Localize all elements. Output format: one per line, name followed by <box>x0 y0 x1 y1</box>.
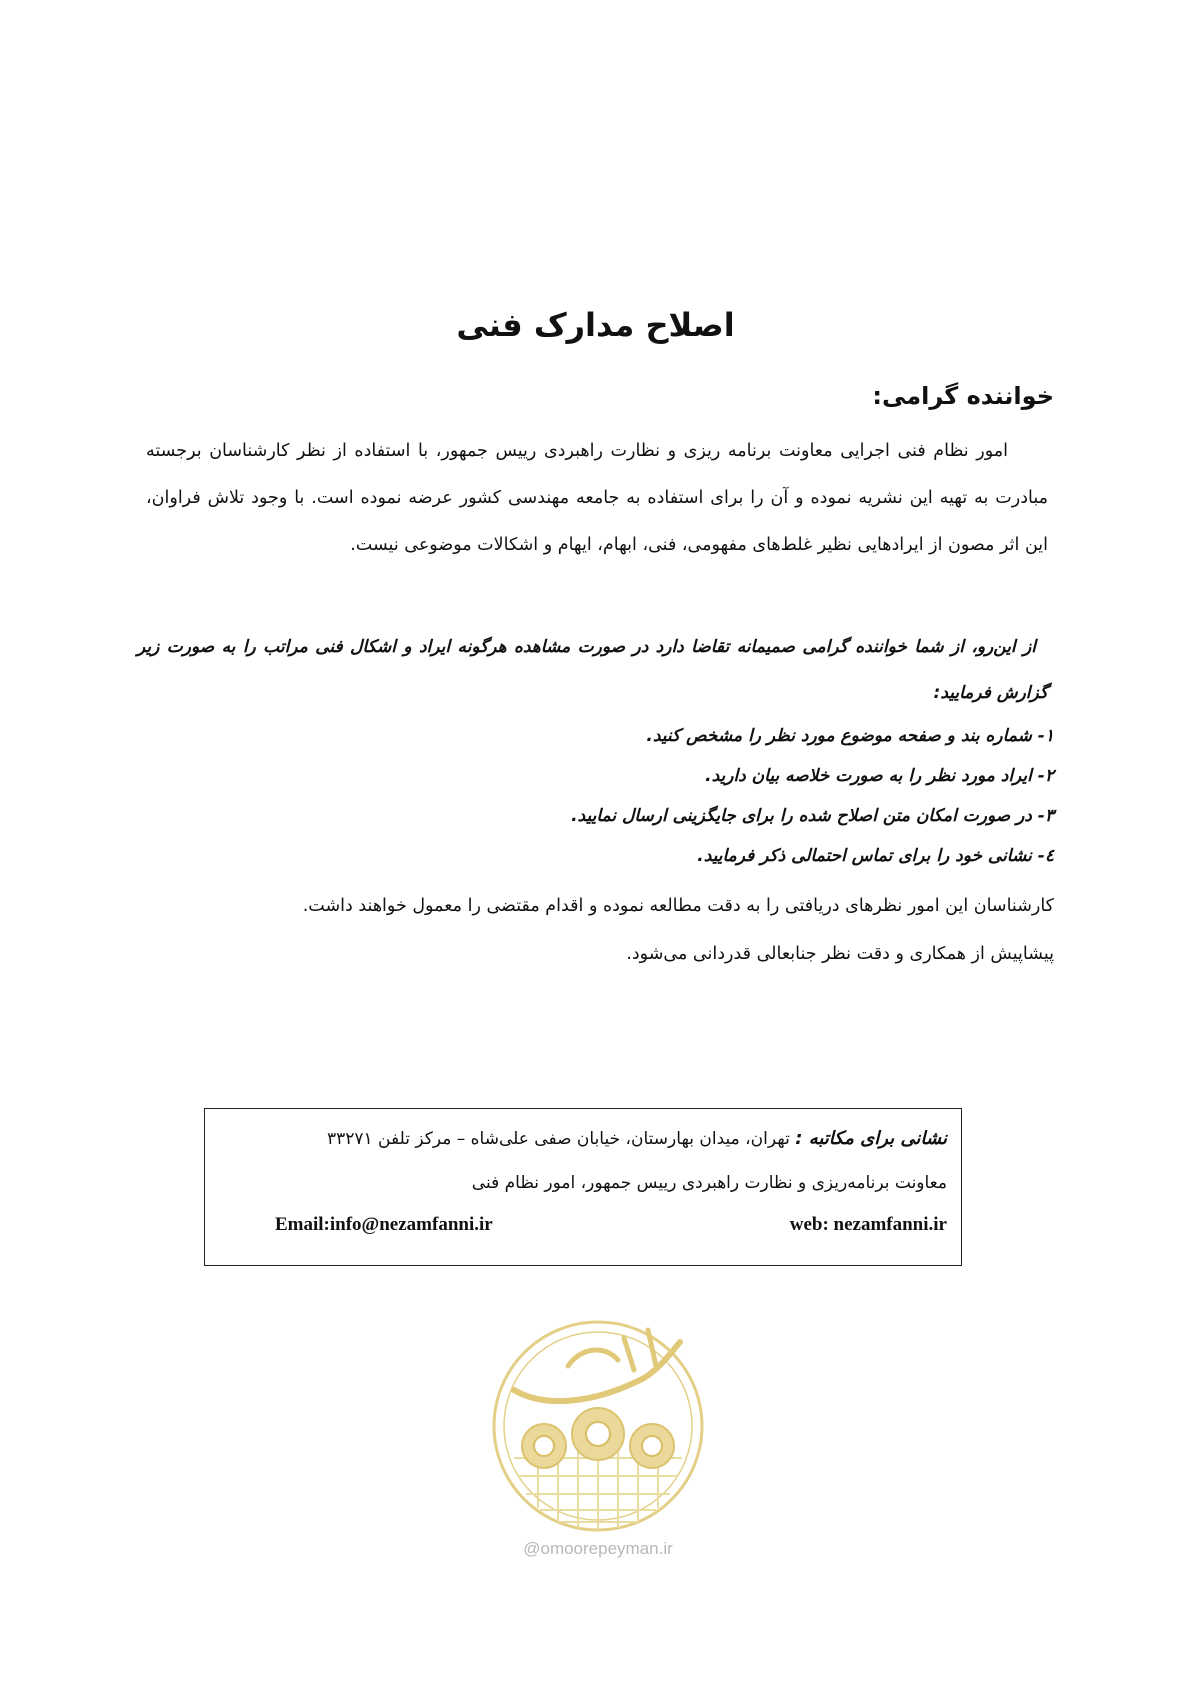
report-step: ٤- نشانی خود را برای تماس احتمالی ذکر فرمایید. <box>697 846 1054 866</box>
report-steps-list <box>143 716 1054 876</box>
logo-seal-icon <box>484 1308 712 1558</box>
contact-email[interactable]: Email:info@nezamfanni.ir <box>275 1214 493 1235</box>
contact-address-line <box>219 1117 947 1161</box>
contact-address: تهران، میدان بهارستان، خیابان صفی علی‌شاه – مرکز تلفن ۳۳۲۷۱ <box>327 1129 796 1149</box>
watermark-logo <box>484 1308 712 1558</box>
contact-organization: معاونت برنامه‌ریزی و نظارت راهبردی رییس جمهور، امور نظام فنی <box>471 1173 947 1193</box>
report-step: ۳- در صورت امکان متن اصلاح شده را برای جایگزینی ارسال نمایید. <box>571 806 1054 826</box>
report-step: ۲- ایراد مورد نظر را به صورت خلاصه بیان دارید. <box>705 766 1054 786</box>
at-sign-icon: @ <box>523 1539 541 1558</box>
closing-line: کارشناسان این امور نظرهای دریافتی را به دقت مطالعه نموده و اقدام مقتضی را معمول خواهند داشت. <box>302 896 1054 916</box>
contact-box <box>204 1108 962 1266</box>
greeting-heading: خواننده گرامی: <box>872 382 1054 410</box>
contact-links-row <box>219 1205 947 1245</box>
intro-paragraph: امور نظام فنی اجرایی معاونت برنامه ریزی و نظارت راهبردی رییس جمهور، با استفاده از نظر کارشناسان برجسته مبادرت به تهیه این نشریه نموده و آن را برای استفاده به جامعه مهندسی کشور عرضه نموده است. با وجود تلاش فراوان، این اثر مصون از ایرادهایی نظیر غلط‌های مفهومی، فنی، ابهام، ایهام و اشکالات موضوعی نیست. <box>146 441 1048 555</box>
contact-label: نشانی برای مکاتبه : <box>795 1128 947 1149</box>
notice-paragraph: از این‌رو، از شما خواننده گرامی صمیمانه تقاضا دارد در صورت مشاهده هرگونه ایراد و اشکال فنی مراتب را به صورت زیر گزارش فرمایید: <box>137 637 1048 703</box>
document-title: اصلاح مدارک فنی <box>456 306 735 344</box>
contact-web[interactable]: web: nezamfanni.ir <box>789 1214 947 1235</box>
closing-line: پیشاپیش از همکاری و دقت نظر جنابعالی قدردانی می‌شود. <box>626 944 1054 964</box>
closing-section <box>143 882 1054 978</box>
watermark-site: @omoorepeyman.ir <box>523 1539 673 1558</box>
report-step: ۱- شماره بند و صفحه موضوع مورد نظر را مشخص کنید. <box>646 726 1054 746</box>
